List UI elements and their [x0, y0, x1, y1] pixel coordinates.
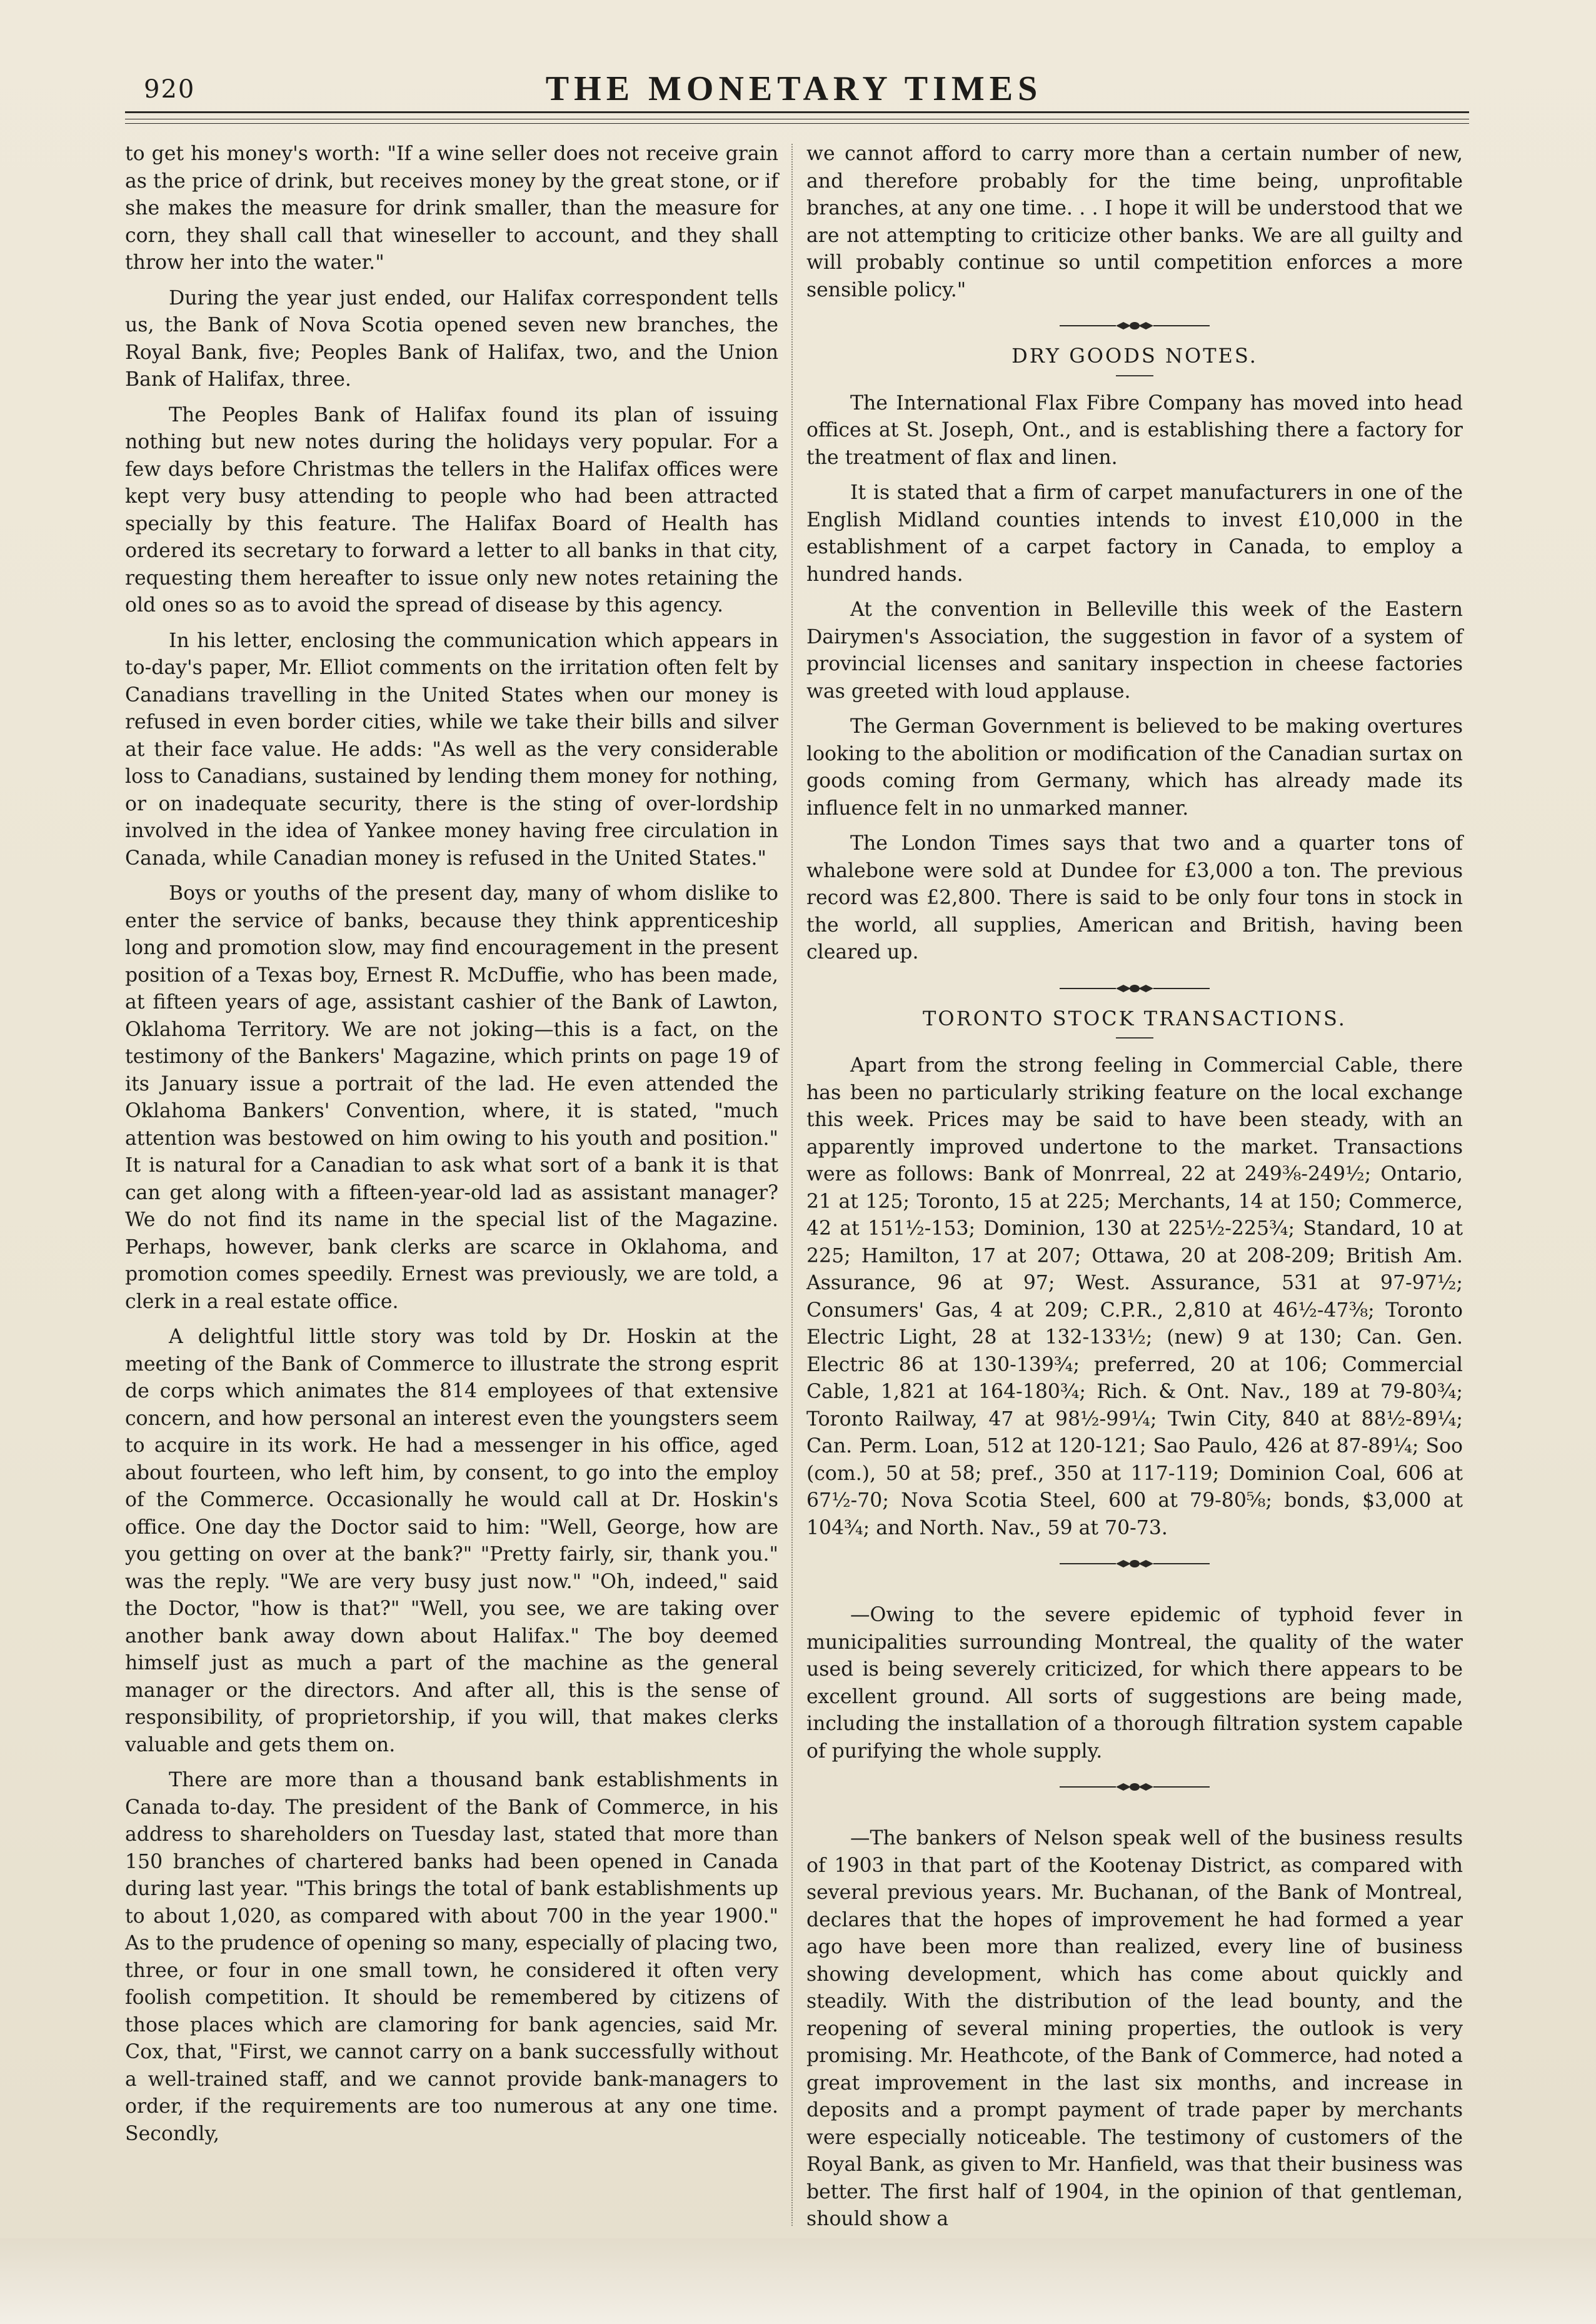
article-paragraph: In his letter, enclosing the communication which appears in to-day's paper, Mr. Elliot comments on the irritation often felt by Canadians travelling in the United States when our money is refused in even border cities, while we take their bills and silver at their face value. He adds: "As well as the very considerable loss to Canadians, sustained by lending them money for nothing, or on inadequate security, there is the sting of over-lordship involved in the idea of Yankee money having free circulation in Canada, while Canadian money is refused in the United States.": [125, 629, 778, 870]
article-paragraph: Apart from the strong feeling in Commercial Cable, there has been no particularly striking feature on the local exchange this week. Prices may be said to have been steady, with an apparently improved undertone to the market. Transactions were as follows: Bank of Monrreal, 22 at 249⅜-249½; Ontario, 21 at 125; Toronto, 15 at 225; Merchants, 14 at 150; Commerce, 42 at 151½-153; Dominion, 130 at 225½-225¾; Standard, 10 at 225; Hamilton, 17 at 207; Ottawa, 20 at 208-209; British Am. Assurance, 96 at 97; West. Assurance, 531 at 97-97½; Consumers' Gas, 4 at 209; C.P.R., 2,810 at 46½-47⅜; Toronto Electric Light, 28 at 132-133½; (new) 9 at 130; Can. Gen. Electric 86 at 130-139¾; preferred, 20 at 106; Commercial Cable, 1,821 at 164-180¾; Rich. & Ont. Nav., 189 at 79-80¾; Toronto Railway, 47 at 98½-99¼; Twin City, 840 at 88½-89¼; Can. Perm. Loan, 512 at 120-121; Sao Paulo, 426 at 87-89¼; Soo (com.), 50 at 58; pref., 350 at 117-119; Dominion Coal, 606 at 67½-70; Nova Scotia Steel, 600 at 79-80⅝; bonds, $3,000 at 104¾; and North. Nav., 59 at 70-73.: [806, 1054, 1463, 1539]
article-paragraph: The International Flax Fibre Company has moved into head offices at St. Joseph, Ont., and is establishing there a factory for the treatment of flax and linen.: [806, 391, 1463, 469]
article-paragraph: we cannot afford to carry more than a certain number of new, and therefore probably for the time being, unprofitable branches, at any one time. . . I hope it will be understood that we are not attempting to criticize other banks. We are all guilty and will probably continue so until competition enforces a more sensible policy.": [806, 143, 1463, 301]
right-column: [806, 141, 1463, 2241]
article-paragraph: The German Government is believed to be making overtures looking to the abolition or modification of the Canadian surtax on goods coming from Germany, which has already made its influence felt in no unmarked manner.: [806, 715, 1463, 820]
article-paragraph: to get his money's worth: "If a wine seller does not receive grain as the price of drink, but receives money by the great stone, or if she makes the measure for drink smaller, than the measure for corn, they shall call that wineseller to account, and they shall throw her into the water.": [125, 143, 778, 274]
article-paragraph: A delightful little story was told by Dr. Hoskin at the meeting of the Bank of Commerce to illustrate the strong esprit de corps which animates the 814 employees of that extensive concern, and how personal an interest even the youngsters seem to acquire in its work. He had a messenger in his office, aged about fourteen, who left him, by consent, to go into the employ of the Commerce. Occasionally he would call at Dr. Hoskin's office. One day the Doctor said to him: "Well, George, how are you getting on over at the bank?" "Pretty fairly, sir, thank you." was the reply. "We are very busy just now." "Oh, indeed," said the Doctor, "how is that?" "Well, you see, we are taking over another bank away down about Halifax." The boy deemed himself just as much a part of the machine as the general manager or the directors. And after all, this is the sense of responsibility, of proprietorship, if you will, that makes clerks valuable and gets them on.: [125, 1325, 778, 1756]
spacer: [806, 1581, 1463, 1602]
section-heading: DRY GOODS NOTES.: [1011, 344, 1258, 368]
page-number: 920: [144, 75, 196, 104]
heading-rule: [1116, 1037, 1153, 1039]
news-item: —Owing to the severe epidemic of typhoid fever in municipalities surrounding Montreal, the quality of the water used is being severely criticized, for which there appears to be excellent ground. All sorts of suggestions are being made, including the installation of a thorough filtration system capable of purifying the whole supply.: [806, 1604, 1463, 1763]
ornament-divider-icon: [1060, 980, 1210, 997]
ornament-divider-icon: [1060, 318, 1210, 334]
publication-title: THE MONETARY TIMES: [545, 69, 1043, 108]
article-paragraph: During the year just ended, our Halifax correspondent tells us, the Bank of Nova Scotia opened seven new branches, the Royal Bank, five; Peoples Bank of Halifax, two, and the Union Bank of Halifax, three.: [125, 286, 778, 391]
article-paragraph: At the convention in Belleville this week of the Eastern Dairymen's Association, the suggestion in favor of a system of provincial licenses and sanitary inspection in cheese factories was greeted with loud applause.: [806, 598, 1463, 703]
ornament-divider-icon: [1060, 1556, 1210, 1572]
ornament-divider-icon: [1060, 1779, 1210, 1795]
news-item: —The bankers of Nelson speak well of the business results of 1903 in that part of the Kootenay District, as compared with several previous years. Mr. Buchanan, of the Bank of Montreal, declares that the hopes of improvement he had formed a year ago have been more than realized, every line of business showing development, which has come about quickly and steadily. With the distribution of the lead bounty, and the reopening of several mining properties, the outlook is very promising. Mr. Heathcote, of the Bank of Commerce, had noted a great improvement in the last six months, and increase in deposits and a prompt payment of trade paper by merchants were especially noticeable. The testimony of customers of the Royal Bank, as given to Mr. Hanfield, was that their business was better. The first half of 1904, in the opinion of that gentleman, should show a: [806, 1827, 1463, 2230]
article-paragraph: Boys or youths of the present day, many of whom dislike to enter the service of banks, because they think apprenticeship long and promotion slow, may find encouragement in the present position of a Texas boy, Ernest R. McDuffie, who has been made, at fifteen years of age, assistant cashier of the Bank of Lawton, Oklahoma Territory. We are not joking—this is a fact, on the testimony of the Bankers' Magazine, which prints on page 19 of its January issue a portrait of the lad. He even attended the Oklahoma Bankers' Convention, where, it is stated, "much attention was bestowed on him owing to his youth and position." It is natural for a Canadian to ask what sort of a bank it is that can get along with a fifteen-year-old lad as assistant manager? We do not find its name in the special list of the Magazine. Perhaps, however, bank clerks are scarce in Oklahoma, and promotion comes speedily. Ernest was previously, we are told, a clerk in a real estate office.: [125, 882, 778, 1313]
column-divider: [791, 144, 793, 2226]
article-paragraph: The London Times says that two and a quarter tons of whalebone were sold at Dundee for £3,000 a ton. The previous record was £2,800. There is said to be only four tons in stock in the world, all supplies, American and British, having been cleared up.: [806, 832, 1463, 963]
heading-rule: [1116, 375, 1153, 376]
section-heading: TORONTO STOCK TRANSACTIONS.: [923, 1006, 1347, 1030]
article-paragraph: There are more than a thousand bank establishments in Canada to-day. The president of the Bank of Commerce, in his address to shareholders on Tuesday last, stated that more than 150 branches of chartered banks had been opened in Canada during last year. "This brings the total of bank establishments up to about 1,020, as compared with about 700 in the year 1900." As to the prudence of opening so many, especially of placing two, three, or four in one small town, he considered it often very foolish competition. It should be remembered by citizens of those places which are clamoring for bank agencies, said Mr. Cox, that, "First, we cannot carry on a bank successfully without a well-trained staff, and we cannot provide bank-managers to order, if the requirements are too numerous at any one time. Secondly,: [125, 1769, 778, 2145]
article-paragraph: It is stated that a firm of carpet manufacturers in one of the English Midland counties intends to invest £10,000 in the establishment of a carpet factory in Canada, to employ a hundred hands.: [806, 481, 1463, 586]
article-paragraph: The Peoples Bank of Halifax found its plan of issuing nothing but new notes during the holidays very popular. For a few days before Christmas the tellers in the Halifax offices were kept very busy attending to people who had been attracted specially by this feature. The Halifax Board of Health has ordered its secretary to forward a letter to all banks in that city, requesting them hereafter to issue only new notes retaining the old ones so as to avoid the spread of disease by this agency.: [125, 403, 778, 616]
left-column: [125, 141, 778, 2156]
spacer: [806, 1804, 1463, 1825]
header-rule: [125, 111, 1469, 113]
header-rule-thin: [125, 123, 1469, 124]
page-bottom-edge: [0, 2238, 1596, 2324]
page-header: [0, 0, 1596, 119]
